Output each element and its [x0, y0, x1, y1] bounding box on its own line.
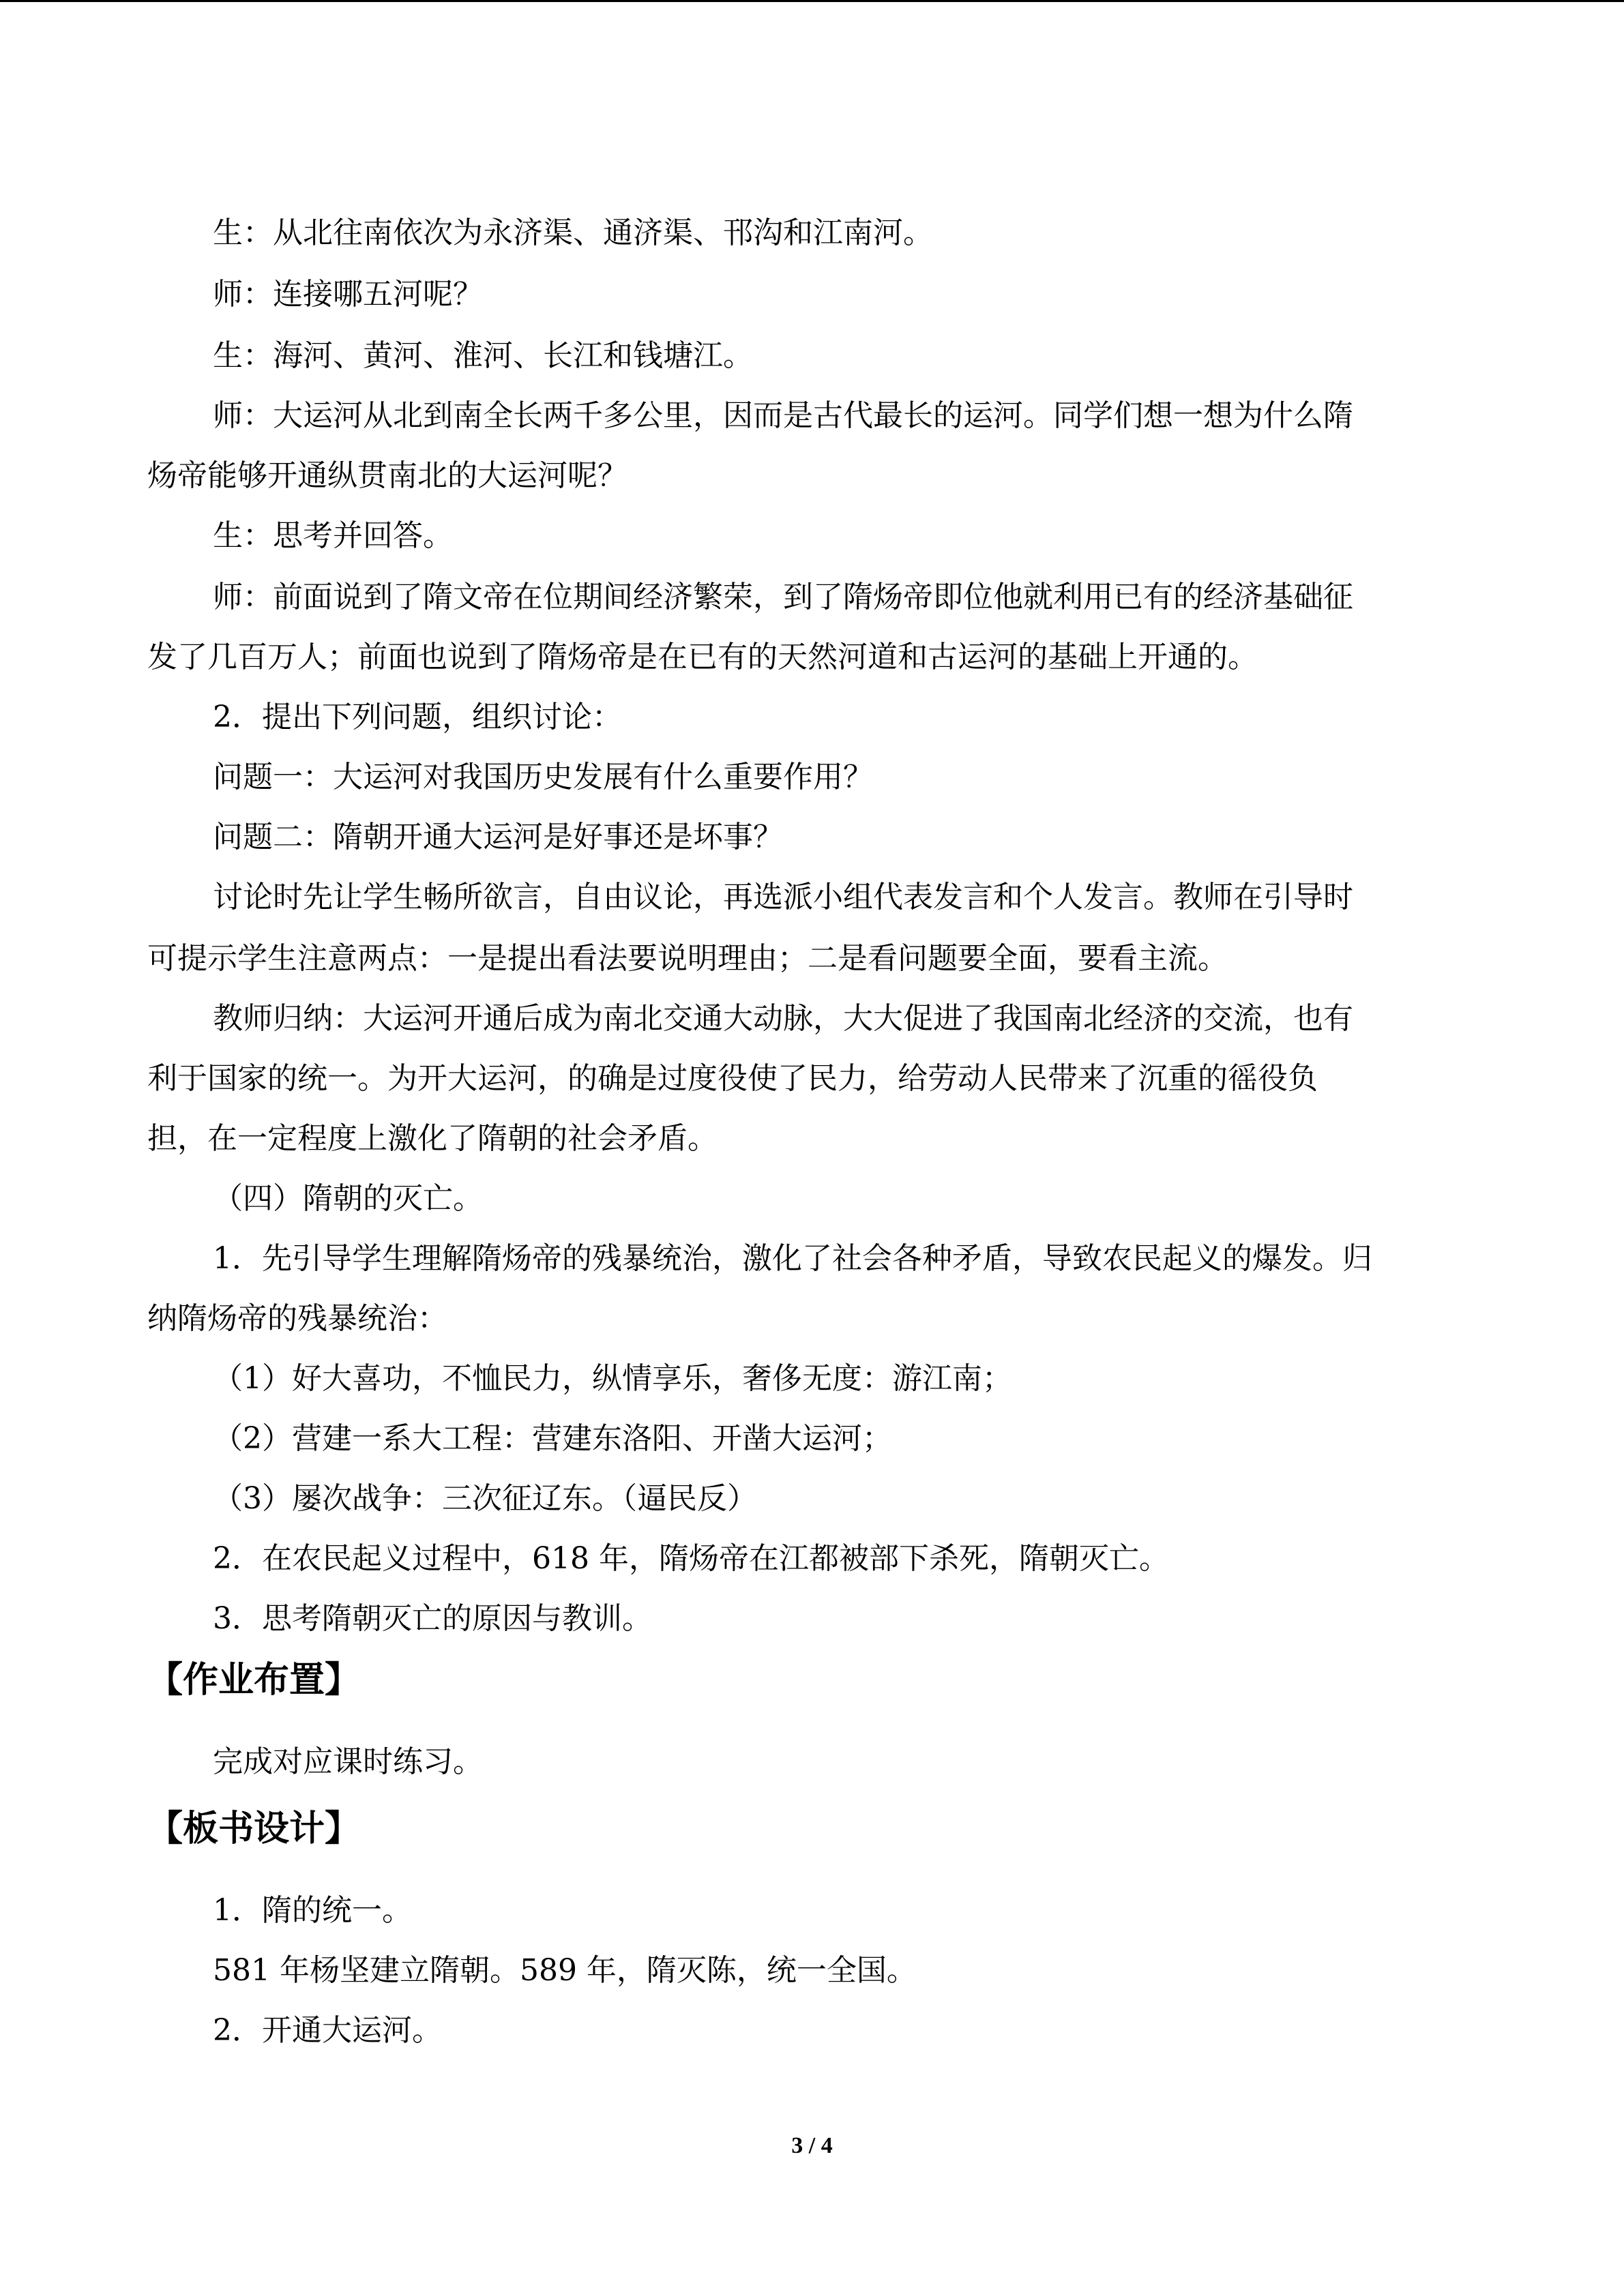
- paragraph-line: 教师归纳：大运河开通后成为南北交通大动脉，大大促进了我国南北经济的交流，也有: [213, 1001, 1353, 1036]
- paragraph-line: 利于国家的统一。为开大运河，的确是过度役使了民力，给劳动人民带来了沉重的徭役负: [147, 1061, 1318, 1096]
- paragraph-line: 问题一：大运河对我国历史发展有什么重要作用？: [213, 760, 873, 794]
- list-item: （1）好大喜功，不恤民力，纵情享乐，奢侈无度：游江南；: [213, 1361, 1012, 1396]
- paragraph-line: 师：大运河从北到南全长两千多公里，因而是古代最长的运河。同学们想一想为什么隋: [213, 398, 1353, 433]
- board-line: 581 年杨坚建立隋朝。589 年，隋灭陈，统一全国。: [213, 1953, 917, 1988]
- paragraph-line: 担，在一定程度上激化了隋朝的社会矛盾。: [147, 1121, 718, 1156]
- list-item: （3）屡次战争：三次征辽东。（逼民反）: [213, 1481, 757, 1516]
- top-border-line: [0, 0, 1624, 2]
- paragraph-line: 生：思考并回答。: [213, 518, 453, 553]
- paragraph-line: 发了几百万人；前面也说到了隋炀帝是在已有的天然河道和古运河的基础上开通的。: [147, 640, 1258, 674]
- paragraph-line: 1．先引导学生理解隋炀帝的残暴统治，激化了社会各种矛盾，导致农民起义的爆发。归: [213, 1241, 1372, 1276]
- paragraph-line: 生：从北往南依次为永济渠、通济渠、邗沟和江南河。: [213, 215, 933, 250]
- board-line: 1．隋的统一。: [213, 1893, 412, 1928]
- section-subheading: （四）隋朝的灭亡。: [213, 1181, 483, 1216]
- board-line: 2．开通大运河。: [213, 2013, 442, 2048]
- paragraph-line: 可提示学生注意两点：一是提出看法要说明理由；二是看问题要全面，要看主流。: [147, 941, 1228, 976]
- paragraph-line: 2．提出下列问题，组织讨论：: [213, 700, 622, 734]
- homework-text: 完成对应课时练习。: [213, 1744, 483, 1779]
- paragraph-line: 生：海河、黄河、淮河、长江和钱塘江。: [213, 338, 753, 373]
- page-number: 3 / 4: [791, 2133, 833, 2158]
- paragraph-line: 2．在农民起义过程中，618 年，隋炀帝在江都被部下杀死，隋朝灭亡。: [213, 1541, 1169, 1576]
- paragraph-line: 3．思考隋朝灭亡的原因与教训。: [213, 1601, 652, 1636]
- paragraph-line: 炀帝能够开通纵贯南北的大运河呢？: [147, 458, 628, 493]
- paragraph-line: 师：连接哪五河呢？: [213, 277, 483, 312]
- paragraph-line: 师：前面说到了隋文帝在位期间经济繁荣，到了隋炀帝即位他就利用已有的经济基础征: [213, 580, 1353, 614]
- board-design-heading: 【板书设计】: [147, 1808, 361, 1849]
- paragraph-line: 讨论时先让学生畅所欲言，自由议论，再选派小组代表发言和个人发言。教师在引导时: [213, 880, 1353, 914]
- homework-heading: 【作业布置】: [147, 1660, 361, 1701]
- paragraph-line: 问题二：隋朝开通大运河是好事还是坏事？: [213, 820, 783, 854]
- paragraph-line: 纳隋炀帝的残暴统治：: [147, 1301, 447, 1336]
- list-item: （2）营建一系大工程：营建东洛阳、开凿大运河；: [213, 1421, 892, 1456]
